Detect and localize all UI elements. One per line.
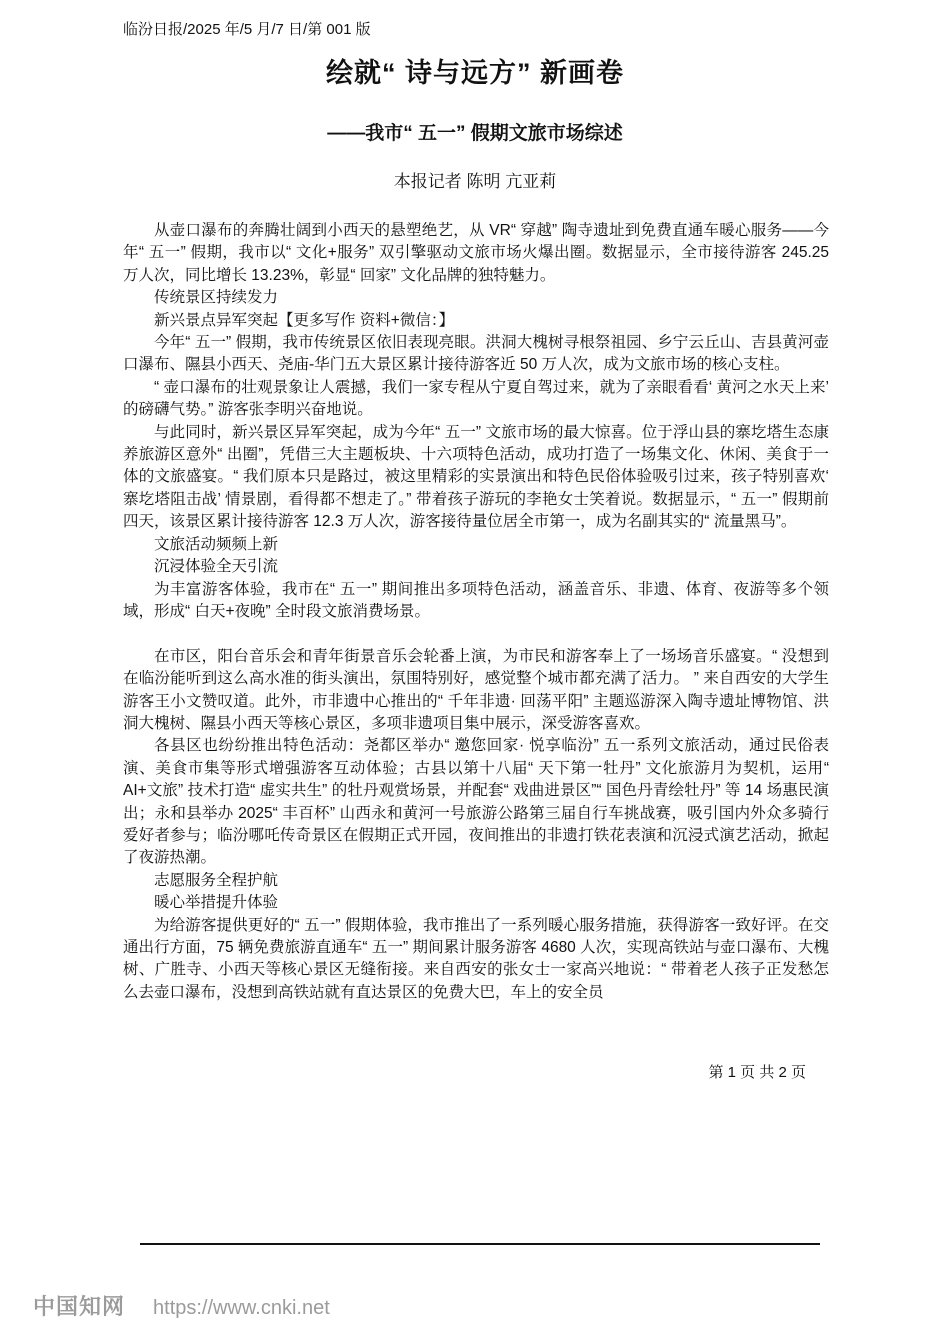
section-subhead: 志愿服务全程护航 <box>154 871 279 889</box>
section-subhead: 文旅活动频频上新 <box>154 535 279 553</box>
section-subhead: 暖心举措提升体验 <box>154 894 279 912</box>
section-subhead: 传统景区持续发力 <box>154 289 279 307</box>
article-paragraph: 在市区，阳台音乐会和青年街景音乐会轮番上演，为市民和游客奉上了一场场音乐盛宴。“ 没想到在临汾能听到这么高水准的街头演出，氛围特别好，感觉整个城市都充满了活力。 ” 来自西安的大学生游客王小文赞叹道。此外，市非遗中心推出的“ 千年非遗· 回荡平阳” 主题巡游深入陶寺遗址博物馆、洪洞大槐树、隰县小西天等核心景区，多项非遗项目集中展示，深受游客喜欢。 <box>123 647 829 732</box>
cnki-watermark <box>33 1290 330 1321</box>
footer-divider <box>140 1243 820 1245</box>
article-paragraph: 各县区也纷纷推出特色活动：尧都区举办“ 邀您回家· 悦享临汾” 五一系列文旅活动，通过民俗表演、美食市集等形式增强游客互动体验；古县以第十八届“ 天下第一牡丹” 文化旅游月为契机，运用“ AI+文旅” 技术打造“ 虚实共生” 的牡丹观赏场景，并配套“ 戏曲进景区”“ 国色丹青绘牡丹” 等 14 场惠民演出；永和县举办 2025“ 丰百杯” 山西永和黄河一号旅游公路第三届自行车挑战赛，吸引国内外众多骑行爱好者参与；临汾哪吒传奇景区在假期正式开园，夜间推出的非遗打铁花表演和沉浸式演艺活动，掀起了夜游热潮。 <box>123 737 829 867</box>
article-paragraph: 与此同时，新兴景区异军突起，成为今年“ 五一” 文旅市场的最大惊喜。位于浮山县的寨圪塔生态康养旅游区意外“ 出圈”，凭借三大主题板块、十六项特色活动，成功打造了一场集文化、休闲、美食于一体的文旅盛宴。“ 我们原本只是路过，被这里精彩的实景演出和特色民俗体验吸引过来，孩子特别喜欢‘ 寨圪塔阻击战’ 情景剧，看得都不想走了。” 带着孩子游玩的李艳女士笑着说。数据显示，“ 五一” 假期前四天，该景区累计接待游客 12.3 万人次，游客接待量位居全市第一，成为名副其实的“ 流量黑马”。 <box>123 423 829 531</box>
section-subhead: 沉浸体验全天引流 <box>154 558 279 576</box>
article-subtitle: ——我市“ 五一” 假期文旅市场综述 <box>327 123 623 144</box>
page-number: 第 1 页 共 2 页 <box>708 1064 806 1081</box>
masthead-line: 临汾日报/2025 年/5 月/7 日/第 001 版 <box>123 21 371 38</box>
blank-line <box>123 623 829 645</box>
article-paragraph: 为丰富游客体验，我市在“ 五一” 期间推出多项特色活动，涵盖音乐、非遗、体育、夜游等多个领域，形成“ 白天+夜晚” 全时段文旅消费场景。 <box>123 580 829 620</box>
article-paragraph: 从壶口瀑布的奔腾壮阔到小西天的悬塑绝艺，从 VR“ 穿越” 陶寺遗址到免费直通车暖心服务——今年“ 五一” 假期，我市以“ 文化+服务” 双引擎驱动文旅市场火爆出圈。数据显示，全市接待游客 245.25 万人次，同比增长 13.23%，彰显“ 回家” 文化品牌的独特魅力。 <box>123 222 829 284</box>
section-subhead: 新兴景点异军突起【更多写作 资料+微信：】 <box>154 311 455 329</box>
article-paragraph: 为给游客提供更好的“ 五一” 假期体验，我市推出了一系列暖心服务措施，获得游客一致好评。在交通出行方面，75 辆免费旅游直通车“ 五一” 期间累计服务游客 4680 人次，实现高铁站与壶口瀑布、大槐树、广胜寺、小西天等核心景区无缝衔接。来自西安的张女士一家高兴地说：“ 带着老人孩子正发愁怎么去壶口瀑布，没想到高铁站就有直达景区的免费大巴，车上的安全员 <box>123 916 829 1001</box>
article-paragraph: “ 壶口瀑布的壮观景象让人震撼，我们一家专程从宁夏自驾过来，就为了亲眼看看‘ 黄河之水天上来’ 的磅礴气势。” 游客张李明兴奋地说。 <box>123 378 829 419</box>
cnki-url: https://www.cnki.net <box>153 1297 330 1319</box>
article-paragraph: 今年“ 五一” 假期，我市传统景区依旧表现亮眼。洪洞大槐树寻根祭祖园、乡宁云丘山、吉县黄河壶口瀑布、隰县小西天、尧庙-华门五大景区累计接待游客近 50 万人次，成为文旅市场的核心支柱。 <box>123 334 829 374</box>
cnki-brand-logo: 中国知网 <box>33 1294 126 1319</box>
article-body <box>123 220 829 1004</box>
article-title: 绘就“ 诗与远方” 新画卷 <box>325 58 624 88</box>
article-byline: 本报记者 陈明 亢亚莉 <box>393 172 557 191</box>
